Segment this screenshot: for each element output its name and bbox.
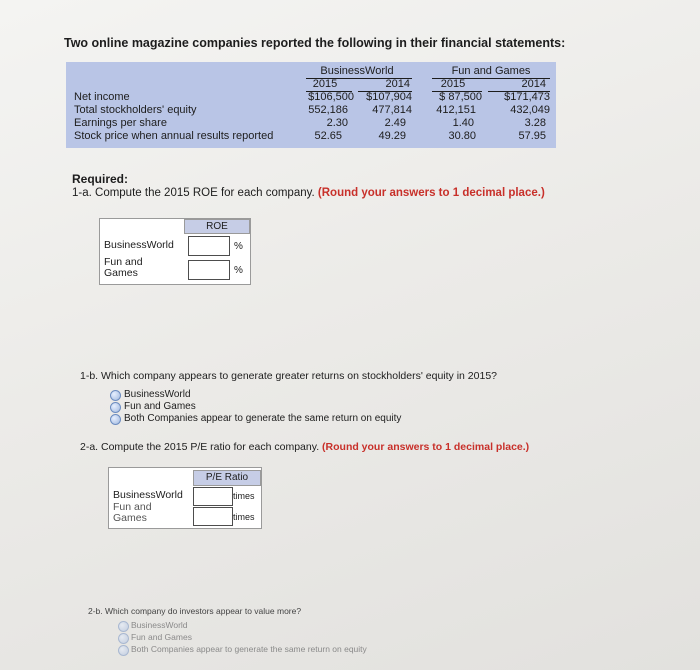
option-label: BusinessWorld [131, 620, 188, 630]
cell: $ 87,500 [439, 91, 482, 103]
pe-input-businessworld[interactable] [193, 487, 233, 506]
roe-row-label: Fun and Games [104, 256, 143, 279]
question-2a [80, 441, 529, 453]
cell: 49.29 [378, 130, 406, 142]
row-label-net-income: Net income [74, 91, 130, 103]
times-unit: times [233, 512, 255, 522]
row-label-eps: Earnings per share [74, 117, 167, 129]
option-label: BusinessWorld [124, 389, 191, 400]
pe-header: P/E Ratio [193, 470, 261, 486]
year-header: 2014 [521, 78, 546, 90]
pe-row-label: BusinessWorld [113, 489, 183, 501]
question-2a-text: 2-a. Compute the 2015 P/E ratio for each company. [80, 441, 320, 453]
option-label: Fun and Games [131, 632, 192, 642]
year-header: 2015 [312, 78, 338, 90]
year-header: 2015 [440, 78, 466, 90]
row-label-stock-price: Stock price when annual results reported [74, 130, 274, 142]
row-label-total-equity: Total stockholders' equity [74, 104, 197, 116]
question-1b: 1-b. Which company appears to generate greater returns on stockholders' equity in 2015? [80, 370, 497, 382]
option-label: Both Companies appear to generate the same return on equity [131, 644, 367, 654]
question-1a [72, 187, 545, 199]
roe-input-fun-and-games[interactable] [188, 260, 230, 280]
cell: 412,151 [436, 104, 476, 116]
question-2b: 2-b. Which company do investors appear to value more? [88, 606, 302, 616]
intro-text: Two online magazine companies reported the following in their financial statements: [64, 36, 566, 50]
rounding-note: (Round your answers to 1 decimal place.) [317, 187, 545, 199]
pe-input-fun-and-games[interactable] [193, 507, 233, 526]
roe-row-label: BusinessWorld [104, 239, 174, 251]
company-header-fun-and-games: Fun and Games [451, 65, 531, 77]
rounding-note: (Round your answers to 1 decimal place.) [322, 441, 530, 453]
cell: 1.40 [452, 117, 474, 129]
radio-fun-and-games-2b[interactable] [118, 633, 129, 644]
cell: 477,814 [372, 104, 412, 116]
cell: 30.80 [448, 130, 476, 142]
cell: $107,904 [366, 91, 412, 103]
times-unit: times [233, 491, 255, 501]
cell: 52.65 [314, 130, 342, 142]
cell: 3.28 [524, 117, 546, 129]
option-label: Both Companies appear to generate the same return on equity [124, 413, 402, 424]
year-header: 2014 [385, 78, 410, 90]
radio-fun-and-games[interactable] [110, 402, 121, 413]
roe-table [99, 218, 251, 285]
cell: 2.49 [384, 117, 406, 129]
option-label: Fun and Games [124, 401, 196, 412]
cell: $106,500 [308, 91, 354, 103]
percent-unit: % [234, 241, 243, 252]
pe-row-label: Fun and Games [113, 501, 152, 524]
cell: $171,473 [504, 91, 550, 103]
cell: 57.95 [518, 130, 546, 142]
company-header-businessworld: BusinessWorld [320, 65, 394, 77]
radio-both-companies-2b[interactable] [118, 645, 129, 656]
pe-ratio-table [108, 467, 262, 529]
cell: 432,049 [510, 104, 550, 116]
financial-table [66, 62, 556, 148]
roe-header: ROE [184, 219, 250, 234]
roe-input-businessworld[interactable] [188, 236, 230, 256]
question-1a-text: 1-a. Compute the 2015 ROE for each company. [72, 187, 315, 199]
radio-businessworld-2b[interactable] [118, 621, 129, 632]
required-heading: Required: [72, 172, 129, 186]
cell: 2.30 [326, 117, 348, 129]
radio-businessworld[interactable] [110, 390, 121, 401]
cell: 552,186 [308, 104, 348, 116]
radio-both-companies[interactable] [110, 414, 121, 425]
percent-unit: % [234, 265, 243, 276]
